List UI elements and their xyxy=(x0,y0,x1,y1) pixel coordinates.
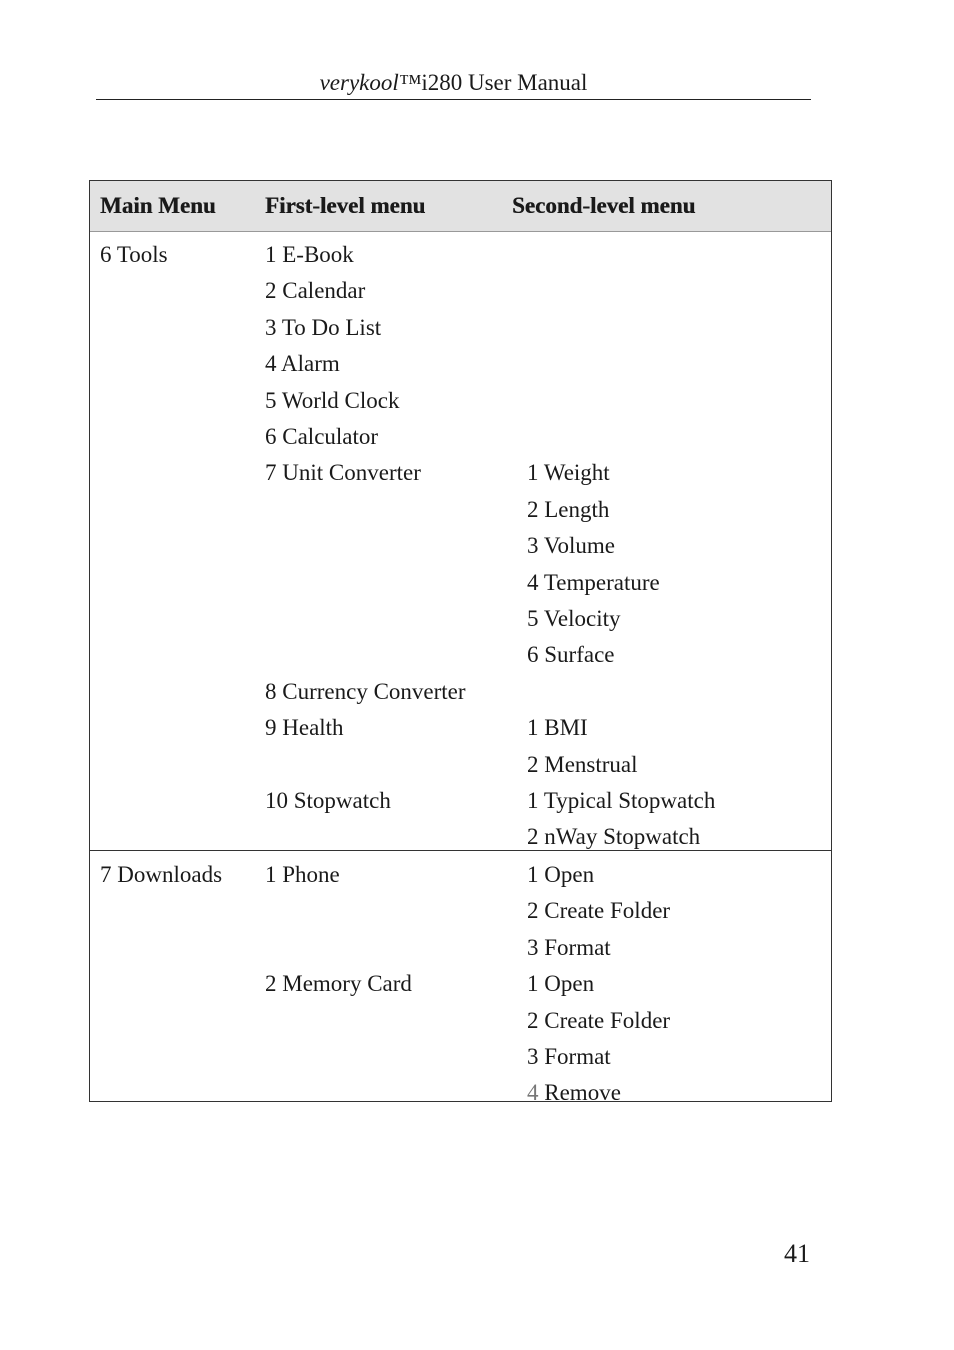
first-level-item: 1 Phone xyxy=(265,862,340,887)
second-level-item xyxy=(527,1075,621,1101)
second-level-item: 1 Weight xyxy=(527,460,610,486)
item-label: Remove xyxy=(544,1080,621,1102)
section-downloads xyxy=(90,851,831,1101)
first-level-item: 6 Calculator xyxy=(265,424,379,449)
second-level-item: 4 Temperature xyxy=(527,569,660,595)
header-second-level: Second-level menu xyxy=(512,193,696,218)
first-level-item: 7 Unit Converter xyxy=(265,460,421,486)
first-level-item: 1 E-Book xyxy=(265,242,354,267)
first-level-item: 8 Currency Converter xyxy=(265,678,466,704)
table-header-row xyxy=(90,181,831,232)
running-header xyxy=(96,66,811,100)
second-level-item: 3 Format xyxy=(527,934,611,960)
second-level-item: 1 BMI xyxy=(527,715,588,741)
first-level-item: 2 Calendar xyxy=(265,278,366,304)
second-level-item: 2 Length xyxy=(527,496,610,522)
section-tools xyxy=(90,231,831,851)
main-menu-item: 7 Downloads xyxy=(100,862,223,887)
second-level-item: 2 Create Folder xyxy=(527,1007,671,1033)
second-level-item: 2 nWay Stopwatch xyxy=(527,824,701,850)
second-level-item: 3 Volume xyxy=(527,533,615,559)
brand-name: verykool™ xyxy=(319,70,422,95)
first-level-item: 3 To Do List xyxy=(265,314,382,340)
menu-table xyxy=(89,180,832,1102)
first-level-item: 10 Stopwatch xyxy=(265,788,391,813)
second-level-item: 1 Typical Stopwatch xyxy=(527,788,716,813)
item-number: 4 xyxy=(527,1080,539,1102)
second-level-item: 5 Velocity xyxy=(527,606,621,631)
second-level-item: 1 Open xyxy=(527,971,595,997)
manual-title: i280 User Manual xyxy=(421,70,588,95)
second-level-item: 2 Menstrual xyxy=(527,751,638,777)
first-level-item: 4 Alarm xyxy=(265,351,340,377)
second-level-item: 1 Open xyxy=(527,862,595,887)
first-level-item: 9 Health xyxy=(265,715,344,741)
first-level-item: 2 Memory Card xyxy=(265,971,412,997)
main-menu-item: 6 Tools xyxy=(100,242,168,267)
second-level-item: 6 Surface xyxy=(527,642,615,668)
page-number: 41 xyxy=(784,1239,810,1268)
header-first-level: First-level menu xyxy=(265,193,426,218)
second-level-item: 3 Format xyxy=(527,1044,611,1069)
first-level-item: 5 World Clock xyxy=(265,387,400,413)
header-main-menu: Main Menu xyxy=(100,193,216,218)
second-level-item: 2 Create Folder xyxy=(527,898,671,924)
